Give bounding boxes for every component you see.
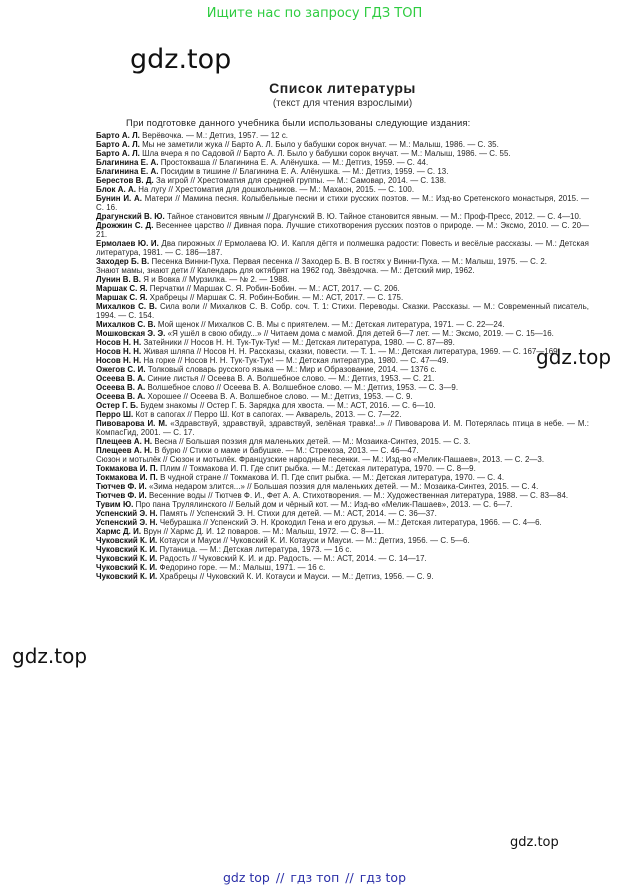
entry-text: Верёвочка. — М.: Детгиз, 1957. — 12 с.	[139, 131, 289, 140]
bibliography-entry	[96, 410, 589, 419]
entry-text: Хорошее // Осеева В. А. Волшебное слово. — М.: Детгиз, 1953. — С. 9.	[145, 392, 413, 401]
entry-text: «Здравствуй, здравствуй, здравствуй, зелёная травка!..» // Пивоварова И. М. Потерялась птица в небе. — М.: КомпасГид, 2001. — С. 17.	[96, 419, 589, 437]
entry-text: Толковый словарь русского языка — М.: Мир и Образование, 2014. — 1376 с.	[145, 365, 437, 374]
entry-author: Чуковский К. И.	[96, 554, 158, 563]
entry-author: Успенский Э. Н.	[96, 509, 158, 518]
entry-text: Чебурашка // Успенский Э. Н. Крокодил Гена и его друзья. — М.: Детская литература, 1966. — С. 4—6.	[157, 518, 542, 527]
bibliography-entry	[96, 383, 589, 392]
entry-author: Плещеев А. Н.	[96, 446, 153, 455]
bibliography-entry	[96, 518, 589, 527]
entry-author: Чуковский К. И.	[96, 572, 158, 581]
entry-author: Осеева В. А.	[96, 392, 146, 401]
bibliography-entry	[96, 149, 589, 158]
entry-text: В бурю // Стихи о маме и бабушке. — М.: Стрекоза, 2013. — С. 46—47.	[152, 446, 419, 455]
entry-author: Токмакова И. П.	[96, 473, 158, 482]
footer-separator: //	[275, 870, 285, 885]
bibliography-entry	[96, 194, 589, 212]
footer-link[interactable]: гдз top	[359, 870, 407, 885]
entry-author: Успенский Э. Н.	[96, 518, 158, 527]
entry-author: Чуковский К. И.	[96, 545, 158, 554]
entry-author: Барто А. Л.	[96, 149, 140, 158]
entry-author: Плещеев А. Н.	[96, 437, 153, 446]
bibliography-entry	[96, 374, 589, 383]
entry-text: Храбрецы // Чуковский К. И. Котауси и Мауси. — М.: Детгиз, 1956. — С. 9.	[157, 572, 434, 581]
entry-text: Два пирожных // Ермолаева Ю. И. Капля дёгтя и полмешка радости: Повесть и весёлые рассказы. — М.: Детская литература, 1981. — С. 186—187.	[96, 239, 589, 257]
entry-text: В чудной стране // Токмакова И. П. Где спит рыбка. — М.: Детская литература, 1970. — С. 4.	[157, 473, 505, 482]
entry-text: Весна // Большая поэзия для маленьких детей. — М.: Мозаика-Синтез, 2015. — С. 3.	[152, 437, 471, 446]
bibliography-entry	[96, 482, 589, 491]
bibliography-entry	[96, 536, 589, 545]
entry-text: Волшебное слово // Осеева В. А. Волшебное слово. — М.: Детгиз, 1953. — С. 3—9.	[145, 383, 459, 392]
bibliography-entry	[96, 266, 589, 275]
entry-text: Знают мамы, знают дети // Календарь для октябрят на 1962 год. Звёздочка. — М.: Детский мир, 1962.	[96, 266, 475, 275]
entry-text: «Я ушёл в свою обиду...» // Читаем дома с мамой. Для детей 6—7 лет. — М.: Эксмо, 2019. — С. 15—16.	[165, 329, 554, 338]
bibliography-entry	[96, 347, 589, 356]
entry-author: Осеева В. А.	[96, 374, 146, 383]
entry-author: Благинина Е. А.	[96, 158, 159, 167]
bibliography-entry	[96, 158, 589, 167]
footer-links	[0, 870, 629, 885]
entry-text: Посидим в тишине // Благинина Е. А. Алёнушка. — М.: Детгиз, 1959. — С. 13.	[158, 167, 449, 176]
entry-author: Маршак С. Я.	[96, 284, 148, 293]
bibliography-entry	[96, 473, 589, 482]
entry-author: Бунин И. А.	[96, 194, 143, 203]
bibliography-entry	[96, 239, 589, 257]
entry-text: Плим // Токмакова И. П. Где спит рыбка. — М.: Детская литература, 1970. — С. 8—9.	[157, 464, 476, 473]
bibliography-entry	[96, 509, 589, 518]
bibliography-entry	[96, 455, 589, 464]
entry-text: Про пана Трулялинского // Белый дом и чёрный кот. — М.: Изд-во «Мелик-Пашаев», 2013. — С. 6—7.	[133, 500, 513, 509]
bibliography-entry	[96, 212, 589, 221]
footer-link[interactable]: гдз топ	[290, 870, 340, 885]
bibliography-entry	[96, 221, 589, 239]
entry-text: Сила воли // Михалков С. В. Собр. соч. Т. 1: Стихи. Переводы. Сказки. Рассказы. — М.: Современный писатель, 1994. — С. 154.	[96, 302, 589, 320]
entry-author: Маршак С. Я.	[96, 293, 148, 302]
entry-author: Тютчев Ф. И.	[96, 482, 147, 491]
entry-author: Тувим Ю.	[96, 500, 134, 509]
entry-author: Михалков С. В.	[96, 320, 156, 329]
entry-author: Носов Н. Н.	[96, 338, 142, 347]
entry-text: Храбрецы // Маршак С. Я. Робин-Бобин. — М.: АСТ, 2017. — С. 175.	[147, 293, 404, 302]
entry-text: Простокваша // Благинина Е. А. Алёнушка. — М.: Детгиз, 1959. — С. 44.	[158, 158, 429, 167]
entry-author: Чуковский К. И.	[96, 563, 158, 572]
entry-author: Благинина Е. А.	[96, 167, 159, 176]
entry-text: Мой щенок // Михалков С. В. Мы с приятелем. — М.: Детская литература, 1971. — С. 22—24.	[155, 320, 505, 329]
watermark-logo: gdz.top	[12, 644, 88, 668]
bibliography-entry	[96, 338, 589, 347]
bibliography-entry	[96, 392, 589, 401]
entry-text: На лугу // Хрестоматия для дошкольников. — М.: Махаон, 2015. — С. 100.	[136, 185, 415, 194]
entry-author: Тютчев Ф. И.	[96, 491, 147, 500]
entry-text: Песенка Винни-Пуха. Первая песенка // Заходер Б. В. В гостях у Винни-Пуха. — М.: Малыш, 1975. — С. 2.	[149, 257, 547, 266]
bibliography-entry	[96, 356, 589, 365]
entry-text: Мы не заметили жука // Барто А. Л. Было у бабушки сорок внучат. — М.: Малыш, 1986. — С. 35.	[139, 140, 499, 149]
entry-author: Мошковская Э. Э.	[96, 329, 166, 338]
footer-separator: //	[345, 870, 354, 885]
entry-author: Ермолаев Ю. И.	[96, 239, 159, 248]
entry-author: Ожегов С. И.	[96, 365, 146, 374]
bibliography-entry	[96, 401, 589, 410]
banner-link[interactable]: Ищите нас по запросу ГДЗ ТОП	[206, 6, 423, 21]
entry-author: Носов Н. Н.	[96, 347, 142, 356]
entry-text: Сюзон и мотылёк // Сюзон и мотылёк. Французские народные песенки. — М.: Изд-во «Мелик-Пашаев», 2013. — С. 2—3.	[96, 455, 545, 464]
entry-text: Весенние воды // Тютчев Ф. И., Фет А. А. Стихотворения. — М.: Художественная литература, 1988. — С. 83—84.	[146, 491, 569, 500]
entry-author: Михалков С. В.	[96, 302, 158, 311]
entry-text: Память // Успенский Э. Н. Стихи для детей. — М.: АСТ, 2014. — С. 36—37.	[157, 509, 437, 518]
entry-author: Дрожжин С. Д.	[96, 221, 154, 230]
bibliography-entry	[96, 545, 589, 554]
entry-text: Живая шляпа // Носов Н. Н. Рассказы, сказки, повести. — Т. 1. — М.: Детская литература, 1969. — С. 167—169.	[141, 347, 560, 356]
bibliography-entry	[96, 284, 589, 293]
entry-text: Матери // Мамина песня. Колыбельные песни и стихи русских поэтов. — М.: Изд-во Сретенского монастыря, 2015. — С. 16.	[96, 194, 589, 212]
entry-author: Берестов В. Д.	[96, 176, 154, 185]
entry-text: Путаница. — М.: Детская литература, 1973. — 16 с.	[157, 545, 352, 554]
entry-text: Я и Вовка // Мурзилка. — № 2. — 1988.	[141, 275, 290, 284]
bibliography-entry	[96, 131, 589, 140]
watermark-logo: gdz.top	[510, 835, 559, 850]
bibliography-entry	[96, 554, 589, 563]
bibliography-list	[96, 131, 589, 581]
entry-author: Осеева В. А.	[96, 383, 146, 392]
watermark-logo: gdz.top	[536, 345, 612, 369]
entry-text: Затейники // Носов Н. Н. Тук-Тук-Тук! — М.: Детская литература, 1980. — С. 87—89.	[141, 338, 455, 347]
page-subtitle: (текст для чтения взрослыми)	[272, 98, 413, 109]
entry-text: Федорино горе. — М.: Малыш, 1971. — 16 с.	[157, 563, 326, 572]
bibliography-entry	[96, 140, 589, 149]
watermark-logo: gdz.top	[130, 44, 232, 75]
bibliography-entry	[96, 176, 589, 185]
entry-text: «Зима недаром злится...» // Большая поэзия для маленьких детей. — М.: Мозаика-Синтез, 2015. — С. 4.	[146, 482, 539, 491]
entry-author: Пивоварова И. М.	[96, 419, 168, 428]
footer-link[interactable]: gdz top	[222, 870, 270, 885]
bibliography-entry	[96, 365, 589, 374]
bibliography-entry	[96, 464, 589, 473]
entry-author: Блок А. А.	[96, 185, 137, 194]
entry-text: Тайное становится явным // Драгунский В. Ю. Тайное становится явным. — М.: Проф-Пресс, 2012. — С. 4—10.	[164, 212, 582, 221]
intro-text: При подготовке данного учебника были использованы следующие издания:	[126, 117, 471, 128]
entry-author: Барто А. Л.	[96, 140, 140, 149]
bibliography-entry	[96, 446, 589, 455]
entry-text: Шла вчера я по Садовой // Барто А. Л. Было у бабушки сорок внучат. — М.: Малыш, 1986. — С. 55.	[139, 149, 511, 158]
bibliography-entry	[96, 563, 589, 572]
entry-author: Перро Ш.	[96, 410, 134, 419]
bibliography-entry	[96, 491, 589, 500]
bibliography-entry	[96, 275, 589, 284]
bibliography-entry	[96, 437, 589, 446]
bibliography-entry	[96, 329, 589, 338]
entry-text: Синие листья // Осеева В. А. Волшебное слово. — М.: Детгиз, 1953. — С. 21.	[145, 374, 435, 383]
bibliography-entry	[96, 419, 589, 437]
entry-text: Будем знакомы // Остер Г. Б. Зарядка для хвоста. — М.: АСТ, 2016. — С. 6—10.	[138, 401, 436, 410]
bibliography-entry	[96, 320, 589, 329]
bibliography-entry	[96, 293, 589, 302]
entry-text: Весеннее царство // Дивная пора. Лучшие стихотворения русских поэтов о природе. — М.: Эксмо, 2010. — С. 20—21.	[96, 221, 589, 239]
entry-text: Врун // Хармс Д. И. 12 поваров. — М.: Малыш, 1972. — С. 8—11.	[141, 527, 384, 536]
bibliography-entry	[96, 185, 589, 194]
entry-text: Кот в сапогах // Перро Ш. Кот в сапогах. — Акварель, 2013. — С. 7—22.	[133, 410, 402, 419]
top-banner	[0, 6, 629, 21]
bibliography-entry	[96, 257, 589, 266]
entry-text: Котауси и Мауси // Чуковский К. И. Котауси и Мауси. — М.: Детгиз, 1956. — С. 5—6.	[157, 536, 470, 545]
entry-author: Чуковский К. И.	[96, 536, 158, 545]
entry-author: Носов Н. Н.	[96, 356, 142, 365]
entry-text: За игрой // Хрестоматия для средней группы. — М.: Самовар, 2014. — С. 138.	[153, 176, 447, 185]
entry-text: На горке // Носов Н. Н. Тук-Тук-Тук! — М.: Детская литература, 1980. — С. 47—49.	[141, 356, 449, 365]
entry-text: Радость // Чуковский К. И. и др. Радость. — М.: АСТ, 2014. — С. 14—17.	[157, 554, 427, 563]
entry-author: Заходер Б. В.	[96, 257, 150, 266]
entry-author: Лунин В. В.	[96, 275, 142, 284]
bibliography-entry	[96, 527, 589, 536]
page-title: Список литературы	[269, 80, 416, 96]
entry-text: Перчатки // Маршак С. Я. Робин-Бобин. — М.: АСТ, 2017. — С. 206.	[147, 284, 400, 293]
bibliography-entry	[96, 500, 589, 509]
entry-author: Драгунский В. Ю.	[96, 212, 165, 221]
entry-author: Остер Г. Б.	[96, 401, 139, 410]
bibliography-entry	[96, 572, 589, 581]
entry-author: Токмакова И. П.	[96, 464, 158, 473]
bibliography-entry	[96, 302, 589, 320]
bibliography-entry	[96, 167, 589, 176]
entry-author: Хармс Д. И.	[96, 527, 142, 536]
entry-author: Барто А. Л.	[96, 131, 140, 140]
